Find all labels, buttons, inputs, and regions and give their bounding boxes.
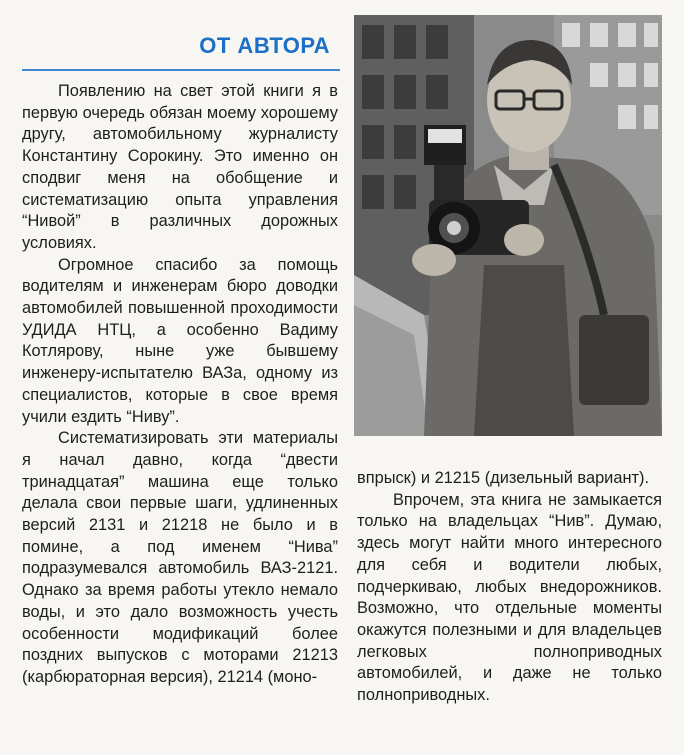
author-photo (354, 15, 662, 436)
paragraph-2: Огромное спасибо за помощь водителям и инженерам бюро доводки автомобилей повышенной проходимости УДИДА НТЦ, а особенно Вадиму Котлярову, ныне уже бывшему инженеру-испытателю ВАЗа, одному из специалистов, которые в свое время учили ездить “Ниву”. (22, 255, 338, 426)
text-column-left (22, 81, 338, 689)
author-photo-image (354, 15, 662, 436)
title-underline (22, 69, 340, 71)
page-title: ОТ АВТОРА (199, 33, 330, 58)
text-column-right (357, 468, 662, 707)
paragraph-3-continued: впрыск) и 21215 (дизельный вариант). (357, 469, 650, 487)
paragraph-3: Систематизировать эти материалы я начал давно, когда “двести тринадцатая” машина еще только делала свои первые шаги, удлиненных версий 2131 и 21218 не было и в помине, а под именем “Нива” подразумевался автомобиль ВАЗ-2121. Однако за время работы утекло немало воды, и это дало возможность учесть особенности модификаций более поздних выпусков с моторами 21213 (карбюраторная версия), 21214 (моно- (22, 429, 338, 686)
paragraph-4: Впрочем, эта книга не замыкается только на владельцах “Нив”. Думаю, здесь могут найти много интересного для себя и водители любых, подчеркиваю, любых внедорожников. Возможно, что отдельные моменты окажутся полезными и для владельцев легковых полноприводных автомобилей, и даже не только полноприводных. (357, 490, 662, 705)
paragraph-1: Появлению на свет этой книги я в первую очередь обязан моему хорошему другу, автомобильному журналисту Константину Сорокину. Это именно он сподвиг меня на обобщение и систематизацию опыта управления “Нивой” в различных дорожных условиях. (22, 82, 338, 252)
